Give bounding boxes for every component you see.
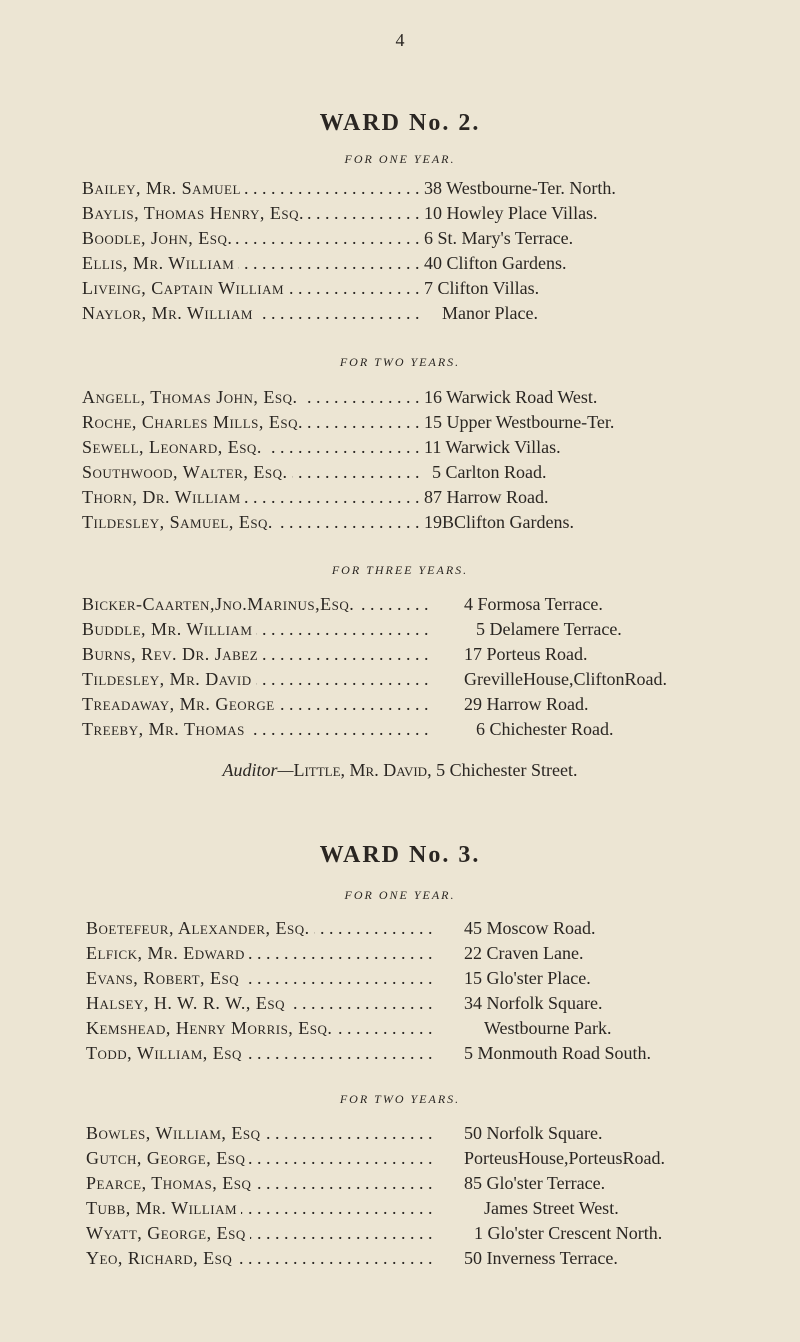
list-item: Ellis, Mr. William . . . 40 Clifton Gardens. bbox=[82, 251, 762, 275]
list-item: Halsey, H. W. R. W., Esq . . . 34 Norfolk Square. bbox=[86, 991, 766, 1015]
list-item: Wyatt, George, Esq . . . 1 Glo'ster Crescent North. bbox=[86, 1221, 766, 1245]
ward-2-auditor bbox=[0, 760, 800, 781]
list-item: Baylis, Thomas Henry, Esq. . . . 10 Howley Place Villas. bbox=[82, 201, 762, 225]
list-item: Angell, Thomas John, Esq. . . . 16 Warwick Road West. bbox=[82, 385, 762, 409]
list-item: Roche, Charles Mills, Esq. . . . 15 Upper Westbourne-Ter. bbox=[82, 410, 762, 434]
page-number: 4 bbox=[395, 30, 405, 50]
list-item: Tildesley, Mr. David . . . GrevilleHouse,CliftonRoad. bbox=[82, 667, 762, 691]
list-item: Todd, William, Esq . . . 5 Monmouth Road South. bbox=[86, 1041, 766, 1065]
list-item: Treeby, Mr. Thomas . . . 6 Chichester Road. bbox=[82, 717, 762, 741]
list-item: Boetefeur, Alexander, Esq. . . . 45 Moscow Road. bbox=[86, 916, 766, 940]
list-item: Thorn, Dr. William . . . 87 Harrow Road. bbox=[82, 485, 762, 509]
list-item: Liveing, Captain William . . . 7 Clifton Villas. bbox=[82, 276, 762, 300]
list-item: Naylor, Mr. William . . . Manor Place. bbox=[82, 301, 762, 325]
ward-2-one-year-heading: FOR ONE YEAR. bbox=[344, 152, 456, 166]
list-item: Elfick, Mr. Edward . . . 22 Craven Lane. bbox=[86, 941, 766, 965]
ward-3-two-years-heading: FOR TWO YEARS. bbox=[339, 1092, 461, 1106]
ward-3-one-year-heading: FOR ONE YEAR. bbox=[344, 888, 456, 902]
auditor-address: , 5 Chichester Street. bbox=[427, 760, 578, 780]
list-item: Yeo, Richard, Esq . . . 50 Inverness Terrace. bbox=[86, 1246, 766, 1270]
list-item: Kemshead, Henry Morris, Esq. . . . Westbourne Park. bbox=[86, 1016, 766, 1040]
list-item: Bailey, Mr. Samuel . . . 38 Westbourne-Ter. North. bbox=[82, 176, 762, 200]
ward-3-title: WARD No. 3. bbox=[319, 842, 481, 868]
list-item: Bowles, William, Esq . . . 50 Norfolk Square. bbox=[86, 1121, 766, 1145]
ward-2-title: WARD No. 2. bbox=[319, 110, 481, 136]
list-item: Burns, Rev. Dr. Jabez . . . 17 Porteus Road. bbox=[82, 642, 762, 666]
ward-2-three-years-heading: FOR THREE YEARS. bbox=[331, 563, 469, 577]
list-item: Boodle, John, Esq. . . . 6 St. Mary's Terrace. bbox=[82, 226, 762, 250]
list-item: Tildesley, Samuel, Esq. . . . 19BClifton Gardens. bbox=[82, 510, 762, 534]
list-item: Buddle, Mr. William . . . 5 Delamere Terrace. bbox=[82, 617, 762, 641]
list-item: Bicker-Caarten,Jno.Marinus,Esq. . . . 4 Formosa Terrace. bbox=[82, 592, 762, 616]
list-item: Gutch, George, Esq . . . PorteusHouse,PorteusRoad. bbox=[86, 1146, 766, 1170]
auditor-name: Little, Mr. David bbox=[293, 760, 428, 780]
list-item: Sewell, Leonard, Esq. . . . 11 Warwick Villas. bbox=[82, 435, 762, 459]
list-item: Tubb, Mr. William . . . James Street West. bbox=[86, 1196, 766, 1220]
list-item: Evans, Robert, Esq . . . 15 Glo'ster Place. bbox=[86, 966, 766, 990]
list-item: Southwood, Walter, Esq. . . . 5 Carlton Road. bbox=[82, 460, 762, 484]
auditor-label: Auditor— bbox=[222, 760, 294, 780]
list-item: Treadaway, Mr. George . . . 29 Harrow Road. bbox=[82, 692, 762, 716]
list-item: Pearce, Thomas, Esq . . . 85 Glo'ster Terrace. bbox=[86, 1171, 766, 1195]
ward-2-two-years-heading: FOR TWO YEARS. bbox=[339, 355, 461, 369]
